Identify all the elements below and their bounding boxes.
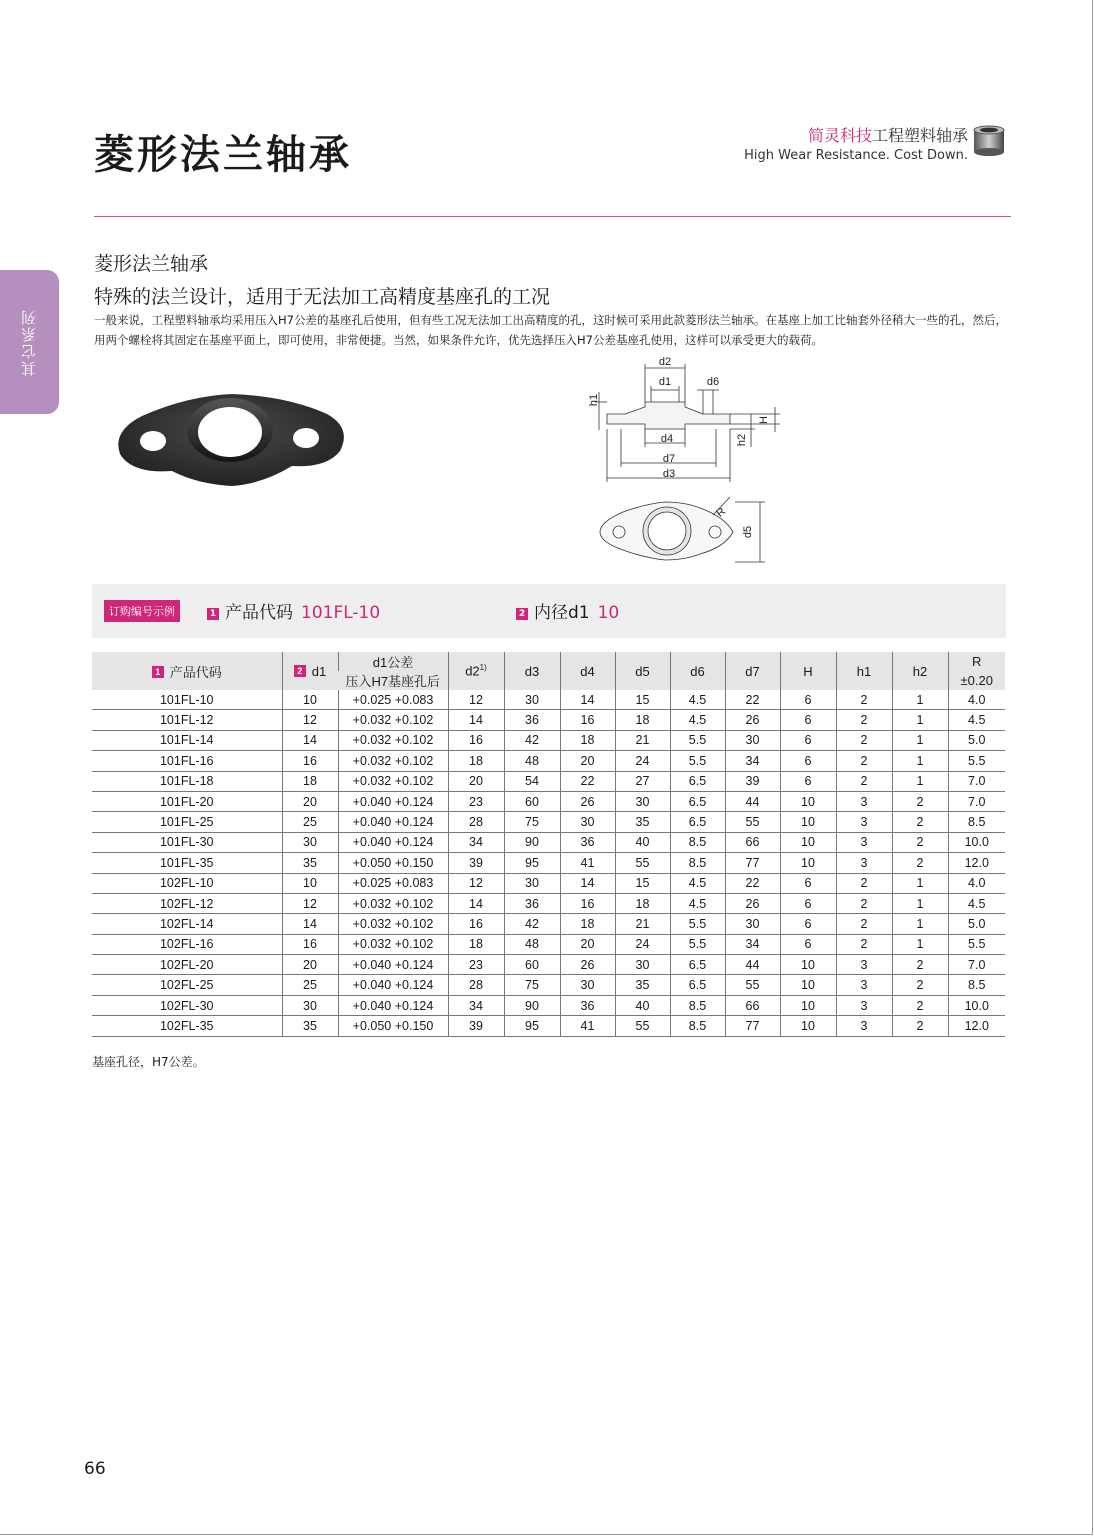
table-cell: 75 xyxy=(504,975,560,995)
table-cell: 2 xyxy=(892,975,948,995)
table-cell: 10 xyxy=(282,690,338,710)
table-cell: 4.5 xyxy=(670,893,725,913)
table-cell: 8.5 xyxy=(948,975,1005,995)
table-cell: 10 xyxy=(780,832,836,852)
table-cell: 7.0 xyxy=(948,955,1005,975)
table-cell: 40 xyxy=(615,832,670,852)
order-example-tag: 订购编号示例 xyxy=(104,600,180,622)
header-code-label: 产品代码 xyxy=(169,664,222,680)
table-cell: 2 xyxy=(836,710,892,730)
table-cell: 5.5 xyxy=(670,934,725,954)
table-cell: 39 xyxy=(448,853,504,873)
header-d2-footnote-mark: 1) xyxy=(479,663,487,673)
table-cell: 26 xyxy=(725,893,780,913)
table-cell: 55 xyxy=(725,812,780,832)
table-cell: 2 xyxy=(836,934,892,954)
table-cell: 90 xyxy=(504,832,560,852)
table-cell: 10 xyxy=(780,812,836,832)
table-cell: 2 xyxy=(892,791,948,811)
table-cell: 3 xyxy=(836,812,892,832)
table-cell: 5.5 xyxy=(670,914,725,934)
table-cell: 6 xyxy=(780,751,836,771)
table-cell: +0.040 +0.124 xyxy=(338,791,448,811)
table-row xyxy=(92,853,1005,873)
table-cell: 4.0 xyxy=(948,873,1005,893)
table-cell: 25 xyxy=(282,812,338,832)
table-cell: 30 xyxy=(282,832,338,852)
table-cell: 4.5 xyxy=(948,710,1005,730)
section-subtitle: 特殊的法兰设计，适用于无法加工高精度基座孔的工况 xyxy=(94,286,551,308)
table-cell-code: 101FL-10 xyxy=(92,690,282,710)
table-cell-code: 101FL-18 xyxy=(92,771,282,791)
table-cell: 75 xyxy=(504,812,560,832)
table-row xyxy=(92,812,1005,832)
table-cell: 41 xyxy=(560,1016,615,1036)
order-item-code-label: 产品代码 xyxy=(225,603,293,623)
table-cell: 35 xyxy=(282,853,338,873)
technical-drawing xyxy=(585,352,785,577)
brand-name xyxy=(744,123,968,146)
table-cell: 28 xyxy=(448,812,504,832)
table-cell: 4.5 xyxy=(670,710,725,730)
table-cell: 14 xyxy=(448,893,504,913)
table-cell: 2 xyxy=(892,853,948,873)
table-cell: 30 xyxy=(615,791,670,811)
table-cell: 6 xyxy=(780,690,836,710)
table-cell: 8.5 xyxy=(670,995,725,1015)
header-h1: h1 xyxy=(836,652,892,690)
table-cell: 18 xyxy=(560,730,615,750)
product-photo xyxy=(112,386,352,496)
table-cell: 10 xyxy=(282,873,338,893)
table-cell: 35 xyxy=(615,975,670,995)
table-cell: 22 xyxy=(560,771,615,791)
label-R: R xyxy=(714,505,728,520)
table-cell: 4.5 xyxy=(670,873,725,893)
table-cell: 6 xyxy=(780,730,836,750)
table-cell: 14 xyxy=(560,873,615,893)
header-d1 xyxy=(282,652,338,690)
table-cell: 6 xyxy=(780,914,836,934)
table-cell: 40 xyxy=(615,995,670,1015)
table-cell: 2 xyxy=(836,914,892,934)
header-divider xyxy=(94,216,1011,217)
spec-table-body xyxy=(92,690,1005,1036)
table-cell: 8.5 xyxy=(670,832,725,852)
table-cell: 16 xyxy=(448,914,504,934)
table-cell: 48 xyxy=(504,751,560,771)
label-d4: d4 xyxy=(660,433,674,445)
header-d1-badge: 2 xyxy=(294,665,306,677)
page-title: 菱形法兰轴承 xyxy=(94,132,352,178)
table-cell: +0.032 +0.102 xyxy=(338,730,448,750)
table-cell: 34 xyxy=(448,995,504,1015)
label-d2: d2 xyxy=(658,356,672,368)
table-cell: 16 xyxy=(448,730,504,750)
table-cell: 20 xyxy=(448,771,504,791)
table-cell: 5.0 xyxy=(948,914,1005,934)
label-d3: d3 xyxy=(662,468,676,480)
table-cell: 1 xyxy=(892,893,948,913)
side-tab-label: 其它系列 xyxy=(20,308,38,376)
table-cell: +0.032 +0.102 xyxy=(338,710,448,730)
description-paragraph: 一般来说，工程塑料轴承均采用压入H7公差的基座孔后使用，但有些工况无法加工出高精度的孔，这时候可采用此款菱形法兰轴承。在基座上加工比轴套外径稍大一些的孔，然后，用两个螺栓将其固定在基座平面上，即可使用，非常便捷。当然，如果条件允许，优先选择压入H7公差基座孔使用，这样可以承受更大的载荷。 xyxy=(94,313,1007,347)
table-cell: 5.0 xyxy=(948,730,1005,750)
label-d1: d1 xyxy=(658,376,672,388)
header-d6: d6 xyxy=(670,652,725,690)
table-cell: 14 xyxy=(282,730,338,750)
table-row xyxy=(92,934,1005,954)
table-cell: 20 xyxy=(560,934,615,954)
table-cell: 55 xyxy=(725,975,780,995)
table-cell: 30 xyxy=(504,690,560,710)
table-cell: 48 xyxy=(504,934,560,954)
table-cell: 4.5 xyxy=(670,690,725,710)
table-cell: 10 xyxy=(780,955,836,975)
table-cell: 1 xyxy=(892,730,948,750)
table-cell: 16 xyxy=(560,710,615,730)
table-cell: +0.040 +0.124 xyxy=(338,995,448,1015)
table-cell: 34 xyxy=(725,934,780,954)
table-cell: +0.040 +0.124 xyxy=(338,832,448,852)
table-cell: +0.050 +0.150 xyxy=(338,1016,448,1036)
label-d7: d7 xyxy=(662,453,676,465)
table-cell: 90 xyxy=(504,995,560,1015)
order-item-code-badge: 1 xyxy=(207,608,219,620)
table-cell: 14 xyxy=(560,690,615,710)
table-row xyxy=(92,751,1005,771)
table-cell: 3 xyxy=(836,832,892,852)
table-cell: 30 xyxy=(725,914,780,934)
header-d2-label: d2 xyxy=(465,663,480,679)
table-row xyxy=(92,873,1005,893)
table-cell: 25 xyxy=(282,975,338,995)
table-row xyxy=(92,995,1005,1015)
table-cell-code: 101FL-25 xyxy=(92,812,282,832)
table-cell-code: 101FL-16 xyxy=(92,751,282,771)
table-cell: 42 xyxy=(504,730,560,750)
spec-table xyxy=(92,652,1005,1037)
table-cell: 1 xyxy=(892,914,948,934)
table-cell: 2 xyxy=(892,955,948,975)
table-cell-code: 101FL-20 xyxy=(92,791,282,811)
table-cell: 14 xyxy=(282,914,338,934)
table-cell: 60 xyxy=(504,791,560,811)
table-cell: 10 xyxy=(780,975,836,995)
label-H: H xyxy=(758,416,770,424)
table-cell: 18 xyxy=(448,751,504,771)
table-cell: 2 xyxy=(836,690,892,710)
table-cell: 21 xyxy=(615,914,670,934)
table-cell: 95 xyxy=(504,853,560,873)
table-cell: 30 xyxy=(560,975,615,995)
table-cell: 5.5 xyxy=(670,730,725,750)
table-cell: 6.5 xyxy=(670,771,725,791)
header-d4: d4 xyxy=(560,652,615,690)
table-cell-code: 102FL-16 xyxy=(92,934,282,954)
table-cell: +0.025 +0.083 xyxy=(338,690,448,710)
table-row xyxy=(92,730,1005,750)
header-H: H xyxy=(780,652,836,690)
table-cell-code: 102FL-30 xyxy=(92,995,282,1015)
table-cell: 6 xyxy=(780,893,836,913)
table-cell: 6 xyxy=(780,771,836,791)
header-code-badge: 1 xyxy=(152,666,164,678)
table-cell: 36 xyxy=(504,893,560,913)
brand-block xyxy=(744,123,968,163)
footnote: 基座孔径，H7公差。 xyxy=(92,1055,205,1069)
table-cell-code: 102FL-20 xyxy=(92,955,282,975)
table-cell: 22 xyxy=(725,873,780,893)
table-cell: 3 xyxy=(836,975,892,995)
table-cell: +0.032 +0.102 xyxy=(338,751,448,771)
table-cell: 12 xyxy=(282,893,338,913)
table-cell: 77 xyxy=(725,1016,780,1036)
table-cell: 39 xyxy=(448,1016,504,1036)
table-row xyxy=(92,914,1005,934)
table-cell: 1 xyxy=(892,873,948,893)
table-cell: 1 xyxy=(892,710,948,730)
table-cell: 2 xyxy=(892,812,948,832)
section-title: 菱形法兰轴承 xyxy=(94,253,209,275)
page-number: 66 xyxy=(84,1459,106,1479)
label-h1: h1 xyxy=(588,393,600,407)
table-cell: 12.0 xyxy=(948,1016,1005,1036)
bearing-logo-icon xyxy=(972,124,1006,158)
table-cell: 6.5 xyxy=(670,812,725,832)
table-cell: 30 xyxy=(615,955,670,975)
table-cell: 12 xyxy=(448,873,504,893)
table-cell: +0.032 +0.102 xyxy=(338,893,448,913)
table-cell: 66 xyxy=(725,832,780,852)
table-cell: 55 xyxy=(615,853,670,873)
table-cell: 5.5 xyxy=(948,934,1005,954)
table-cell: 12 xyxy=(282,710,338,730)
table-cell: 36 xyxy=(560,832,615,852)
table-cell: +0.040 +0.124 xyxy=(338,812,448,832)
table-cell: 30 xyxy=(725,730,780,750)
header-h2: h2 xyxy=(892,652,948,690)
table-cell: 16 xyxy=(560,893,615,913)
table-cell: 2 xyxy=(836,730,892,750)
table-cell: 18 xyxy=(615,710,670,730)
table-cell: 10 xyxy=(780,853,836,873)
brand-slogan: High Wear Resistance. Cost Down. xyxy=(744,148,968,163)
table-cell-code: 102FL-25 xyxy=(92,975,282,995)
table-cell-code: 102FL-14 xyxy=(92,914,282,934)
table-cell: 6 xyxy=(780,934,836,954)
table-cell: 3 xyxy=(836,791,892,811)
header-d7: d7 xyxy=(725,652,780,690)
table-cell: 10.0 xyxy=(948,995,1005,1015)
table-cell: 44 xyxy=(725,791,780,811)
table-cell: 28 xyxy=(448,975,504,995)
table-cell: 2 xyxy=(836,751,892,771)
label-d6: d6 xyxy=(706,376,720,388)
table-cell: +0.050 +0.150 xyxy=(338,853,448,873)
order-item-d1-badge: 2 xyxy=(516,608,528,620)
table-cell: 7.0 xyxy=(948,771,1005,791)
table-cell: 10 xyxy=(780,1016,836,1036)
label-d5: d5 xyxy=(742,525,754,539)
order-item-code-value: 101FL-10 xyxy=(301,603,381,623)
table-cell: 30 xyxy=(504,873,560,893)
table-cell: 34 xyxy=(448,832,504,852)
table-cell: 7.0 xyxy=(948,791,1005,811)
table-cell: 16 xyxy=(282,934,338,954)
table-cell: 24 xyxy=(615,751,670,771)
table-cell: 22 xyxy=(725,690,780,710)
table-cell: 26 xyxy=(560,791,615,811)
table-cell: +0.025 +0.083 xyxy=(338,873,448,893)
table-cell: 18 xyxy=(282,771,338,791)
table-cell: 55 xyxy=(615,1016,670,1036)
table-row xyxy=(92,955,1005,975)
table-cell: 8.5 xyxy=(670,853,725,873)
table-cell: 26 xyxy=(560,955,615,975)
table-cell: 3 xyxy=(836,955,892,975)
brand-name-pink: 简灵科技 xyxy=(807,126,872,145)
table-cell: 6.5 xyxy=(670,975,725,995)
order-item-d1-value: 10 xyxy=(597,603,620,623)
brand-name-rest: 工程塑料轴承 xyxy=(871,126,968,145)
table-row xyxy=(92,893,1005,913)
table-cell-code: 102FL-10 xyxy=(92,873,282,893)
table-cell-code: 101FL-14 xyxy=(92,730,282,750)
table-cell: 20 xyxy=(282,791,338,811)
table-cell: 6 xyxy=(780,873,836,893)
table-cell: 3 xyxy=(836,853,892,873)
table-cell: 3 xyxy=(836,995,892,1015)
order-item-d1-label: 内径d1 xyxy=(534,603,590,623)
side-tab[interactable] xyxy=(0,270,59,414)
table-cell: 66 xyxy=(725,995,780,1015)
table-cell: 5.5 xyxy=(948,751,1005,771)
table-row xyxy=(92,710,1005,730)
table-cell: +0.032 +0.102 xyxy=(338,934,448,954)
table-cell: 3 xyxy=(836,1016,892,1036)
table-cell: 2 xyxy=(836,893,892,913)
header-d3: d3 xyxy=(504,652,560,690)
table-cell: 1 xyxy=(892,771,948,791)
header-R-top: R xyxy=(948,652,1005,671)
table-cell: 12.0 xyxy=(948,853,1005,873)
table-cell: 16 xyxy=(282,751,338,771)
table-row xyxy=(92,975,1005,995)
table-cell: 27 xyxy=(615,771,670,791)
table-cell: 8.5 xyxy=(948,812,1005,832)
order-item-code xyxy=(207,598,380,623)
table-cell: 39 xyxy=(725,771,780,791)
table-cell: 2 xyxy=(836,873,892,893)
table-cell: +0.040 +0.124 xyxy=(338,955,448,975)
table-cell: 12 xyxy=(448,690,504,710)
table-cell: 42 xyxy=(504,914,560,934)
order-item-d1 xyxy=(516,598,619,623)
header-R-bottom: ±0.20 xyxy=(948,671,1005,690)
table-cell: 35 xyxy=(615,812,670,832)
table-cell: 23 xyxy=(448,955,504,975)
header-d2 xyxy=(448,652,504,690)
table-cell: 35 xyxy=(282,1016,338,1036)
table-cell-code: 101FL-12 xyxy=(92,710,282,730)
table-cell: 6.5 xyxy=(670,955,725,975)
table-cell: 44 xyxy=(725,955,780,975)
table-cell: 20 xyxy=(282,955,338,975)
table-cell: 36 xyxy=(560,995,615,1015)
table-row xyxy=(92,771,1005,791)
table-cell: 77 xyxy=(725,853,780,873)
table-cell: 10 xyxy=(780,995,836,1015)
header-d5: d5 xyxy=(615,652,670,690)
table-cell: +0.040 +0.124 xyxy=(338,975,448,995)
table-cell: 5.5 xyxy=(670,751,725,771)
table-cell: 1 xyxy=(892,934,948,954)
table-cell: 24 xyxy=(615,934,670,954)
table-cell: 1 xyxy=(892,751,948,771)
header-tol-bottom: 压入H7基座孔后 xyxy=(338,671,448,690)
table-cell: 34 xyxy=(725,751,780,771)
table-cell: 26 xyxy=(725,710,780,730)
table-row xyxy=(92,690,1005,710)
header-d1-label: d1 xyxy=(311,663,327,679)
table-cell-code: 102FL-12 xyxy=(92,893,282,913)
table-cell: 54 xyxy=(504,771,560,791)
table-cell: 2 xyxy=(892,832,948,852)
table-cell: 10.0 xyxy=(948,832,1005,852)
table-cell-code: 102FL-35 xyxy=(92,1016,282,1036)
table-cell: +0.032 +0.102 xyxy=(338,914,448,934)
table-cell: 18 xyxy=(560,914,615,934)
table-cell: 6 xyxy=(780,710,836,730)
table-cell: 18 xyxy=(448,934,504,954)
table-cell-code: 101FL-35 xyxy=(92,853,282,873)
header-tol-top: d1公差 xyxy=(338,652,448,671)
table-cell: 20 xyxy=(560,751,615,771)
table-cell: 10 xyxy=(780,791,836,811)
table-cell: 6.5 xyxy=(670,791,725,811)
table-cell: +0.032 +0.102 xyxy=(338,771,448,791)
table-cell: 15 xyxy=(615,873,670,893)
table-cell: 1 xyxy=(892,690,948,710)
table-row xyxy=(92,832,1005,852)
table-cell: 41 xyxy=(560,853,615,873)
table-cell: 14 xyxy=(448,710,504,730)
table-cell: 8.5 xyxy=(670,1016,725,1036)
header-code xyxy=(92,652,282,690)
table-cell: 15 xyxy=(615,690,670,710)
table-cell: 95 xyxy=(504,1016,560,1036)
table-cell: 4.0 xyxy=(948,690,1005,710)
table-cell: 60 xyxy=(504,955,560,975)
table-cell: 30 xyxy=(282,995,338,1015)
table-cell: 30 xyxy=(560,812,615,832)
table-cell: 21 xyxy=(615,730,670,750)
table-cell: 36 xyxy=(504,710,560,730)
table-row xyxy=(92,1016,1005,1036)
table-cell-code: 101FL-30 xyxy=(92,832,282,852)
table-cell: 18 xyxy=(615,893,670,913)
table-cell: 2 xyxy=(892,995,948,1015)
table-cell: 2 xyxy=(892,1016,948,1036)
label-h2: h2 xyxy=(736,433,748,447)
table-row xyxy=(92,791,1005,811)
table-cell: 23 xyxy=(448,791,504,811)
table-cell: 4.5 xyxy=(948,893,1005,913)
table-cell: 2 xyxy=(836,771,892,791)
